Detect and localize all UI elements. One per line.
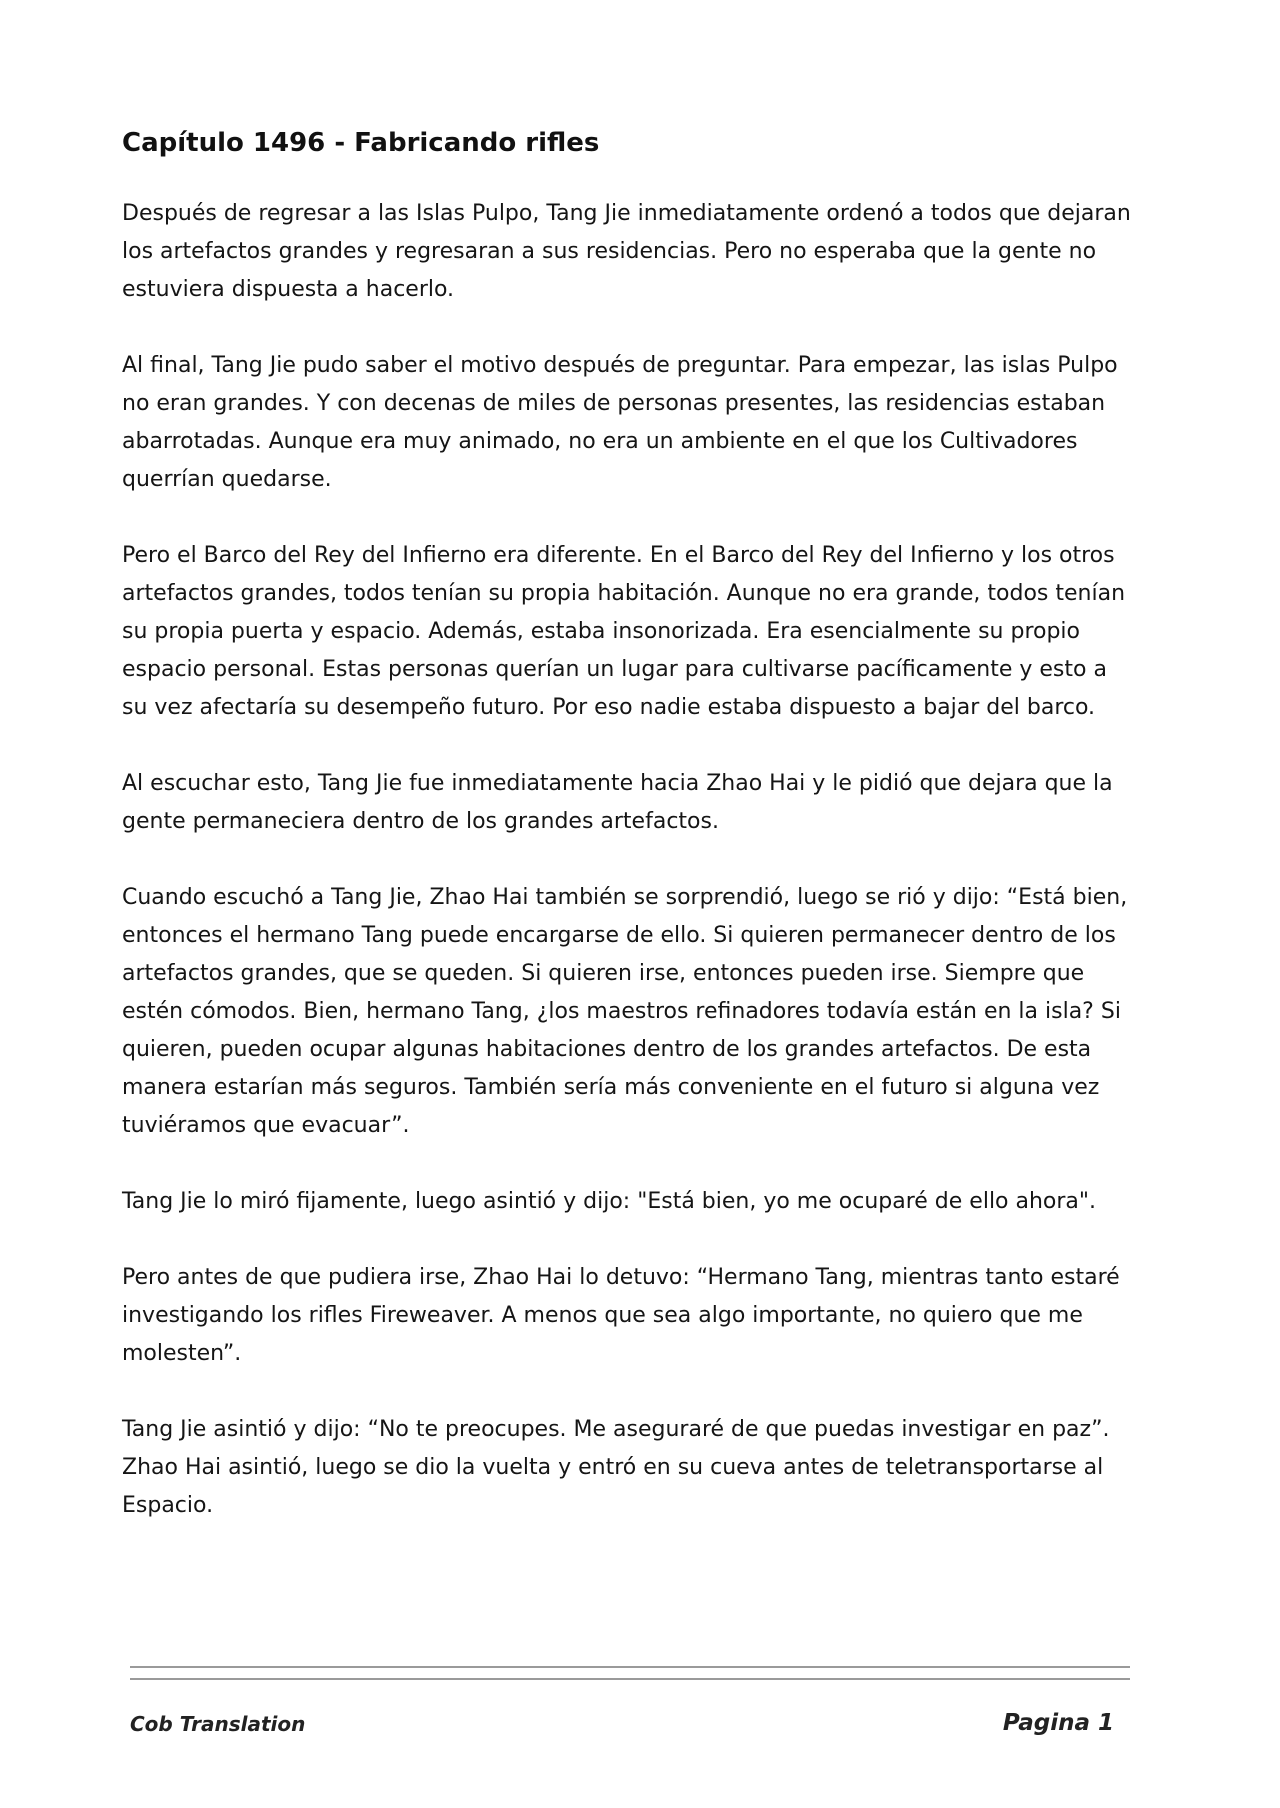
footer-divider-top xyxy=(130,1666,1130,1668)
footer-page-number: Pagina 1 xyxy=(1002,1710,1114,1736)
footer-divider-bottom xyxy=(130,1678,1130,1680)
paragraph: Pero el Barco del Rey del Infierno era diferente. En el Barco del Rey del Infierno y los otros artefactos grandes, todos tenían su propia habitación. Aunque no era grande, todos tenían su propia puerta y espacio. Además, estaba insonorizada. Era esencialmente su propio espacio personal. Estas personas querían un lugar para cultivarse pacíficamente y esto a su vez afectaría su desempeño futuro. Por eso nadie estaba dispuesto a bajar del barco. xyxy=(122,543,1126,720)
paragraph: Al escuchar esto, Tang Jie fue inmediatamente hacia Zhao Hai y le pidió que dejara que la gente permaneciera dentro de los grandes artefactos. xyxy=(122,771,1113,834)
paragraph: Cuando escuchó a Tang Jie, Zhao Hai también se sorprendió, luego se rió y dijo: “Está bien, entonces el hermano Tang puede encargarse de ello. Si quieren permanecer dentro de los artefactos grandes, que se queden. Si quieren irse, entonces pueden irse. Siempre que estén cómodos. Bien, hermano Tang, ¿los maestros refinadores todavía están en la isla? Si quieren, pueden ocupar algunas habitaciones dentro de los grandes artefactos. De esta manera estarían más seguros. También sería más conveniente en el futuro si alguna vez tuviéramos que evacuar”. xyxy=(122,885,1128,1138)
document-body xyxy=(122,124,1132,1563)
paragraph: Pero antes de que pudiera irse, Zhao Hai lo detuvo: “Hermano Tang, mientras tanto estaré investigando los rifles Fireweaver. A menos que sea algo importante, no quiero que me molesten”. xyxy=(122,1265,1120,1366)
paragraph: Tang Jie lo miró fijamente, luego asintió y dijo: "Está bien, yo me ocuparé de ello ahora". xyxy=(122,1189,1097,1214)
paragraph: Al final, Tang Jie pudo saber el motivo después de preguntar. Para empezar, las islas Pulpo no eran grandes. Y con decenas de miles de personas presentes, las residencias estaban abarrotadas. Aunque era muy animado, no era un ambiente en el que los Cultivadores querrían quedarse. xyxy=(122,353,1118,492)
footer-translator-credit: Cob Translation xyxy=(130,1712,306,1736)
paragraph: Tang Jie asintió y dijo: “No te preocupes. Me aseguraré de que puedas investigar en paz”. Zhao Hai asintió, luego se dio la vuelta y entró en su cueva antes de teletransportarse al Espacio. xyxy=(122,1417,1110,1518)
paragraph: Después de regresar a las Islas Pulpo, Tang Jie inmediatamente ordenó a todos que dejaran los artefactos grandes y regresaran a sus residencias. Pero no esperaba que la gente no estuviera dispuesta a hacerlo. xyxy=(122,201,1131,302)
chapter-title: Capítulo 1496 - Fabricando rifles xyxy=(122,128,600,158)
